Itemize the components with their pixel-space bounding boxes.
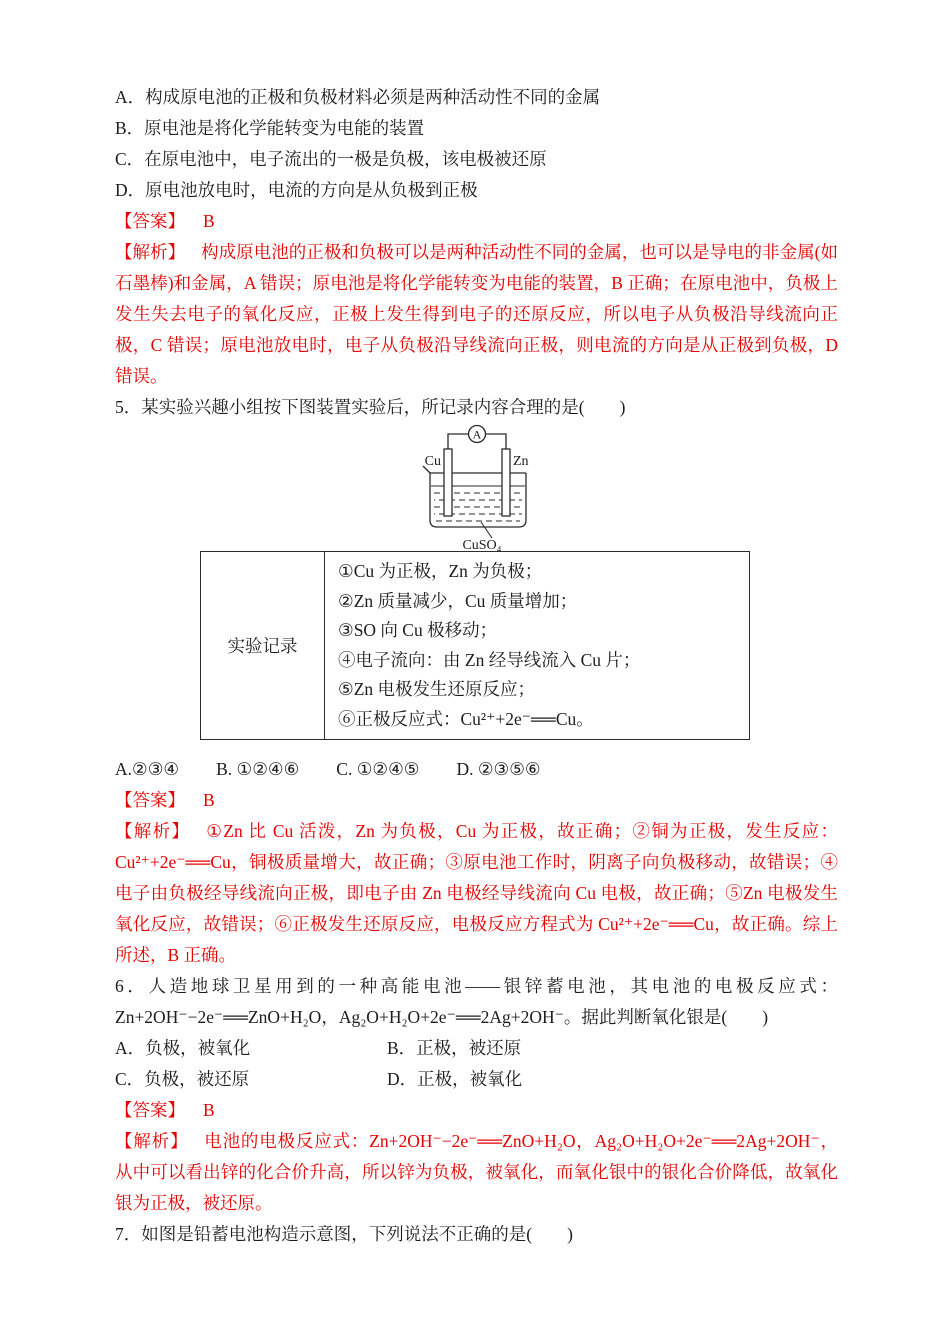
q6-options-grid — [115, 1033, 838, 1095]
question-6-block — [115, 971, 838, 1219]
record-item-1: ①Cu 为正极，Zn 为负极； — [338, 561, 543, 581]
q6-answer-row — [115, 1095, 838, 1126]
q5-option-c: C. ①②④⑤ — [336, 759, 420, 779]
record-table-content — [325, 552, 749, 739]
q6-option-c: C．负极，被还原 — [115, 1069, 250, 1089]
q5-option-d: D. ②③⑤⑥ — [456, 759, 541, 779]
q4-analysis-text: 构成原电池的正极和负极可以是两种活动性不同的金属，也可以是导电的非金属(如石墨棒)和金属，A 错误；原电池是将化学能转变为电能的装置，B 正确；在原电池中，负极上发生失去电子的氧化反应，正极上发生得到电子的还原反应，所以电子从负极沿导线流向正极，C 错误；原电池放电时，电子从负极沿导线流向正极，则电流的方向是从正极到负极，D 错误。 — [115, 242, 839, 386]
q4-option-a: A．构成原电池的正极和负极材料必须是两种活动性不同的金属 — [115, 87, 601, 107]
zn-electrode — [502, 449, 510, 516]
cu-electrode-label: Cu — [424, 454, 441, 469]
q7-stem: 7．如图是铅蓄电池构造示意图，下列说法不正确的是( ) — [115, 1224, 573, 1244]
electrodes — [444, 449, 510, 516]
record-table-row-label: 实验记录 — [201, 552, 325, 739]
q5-option-b: B. ①②④⑥ — [216, 759, 300, 779]
experiment-record-table — [200, 551, 750, 740]
record-item-5: ⑤Zn 电极发生还原反应； — [338, 679, 536, 699]
q5-options-row — [115, 754, 838, 785]
galvanic-cell-figure — [397, 423, 557, 551]
solution-pointer-line — [481, 522, 492, 538]
q6-answer-value: B — [203, 1100, 215, 1120]
q6-stem: 6．人造地球卫星用到的一种高能电池——银锌蓄电池，其电池的电极反应式：Zn+2OH⁻−2e⁻══ZnO+H₂O，Ag₂O+H₂O+2e⁻══2Ag+2OH⁻。据此判断氧化银是( ) — [115, 976, 838, 1027]
ammeter-label: A — [472, 427, 481, 442]
q5-answer-row — [115, 785, 838, 816]
q4-answer-label: 【答案】 — [115, 211, 185, 231]
q5-answer-label: 【答案】 — [115, 790, 185, 810]
q5-analysis-label: 【解析】 — [115, 821, 191, 841]
q4-answer-value: B — [203, 211, 215, 231]
cu-electrode — [444, 449, 452, 516]
q6-analysis-label: 【解析】 — [115, 1131, 189, 1151]
q4-analysis-label: 【解析】 — [115, 242, 186, 262]
record-item-3: ③SO 向 Cu 极移动； — [338, 620, 498, 640]
q4-analysis — [115, 237, 838, 392]
question-7-block — [115, 1219, 838, 1250]
solution-label: CuSO₄ — [461, 538, 502, 551]
q5-cell-diagram — [115, 423, 838, 551]
record-item-6: ⑥正极反应式：Cu²⁺+2e⁻══Cu。 — [338, 708, 594, 729]
q4-answer-row — [115, 206, 838, 237]
q6-analysis-text: 电池的电极反应式：Zn+2OH⁻−2e⁻══ZnO+H₂O，Ag₂O+H₂O+2e⁻══2Ag+2OH⁻，从中可以看出锌的化合价升高，所以锌为负极，被氧化，而氧化银中的银化合价降低，故氧化银为正极，被还原。 — [115, 1131, 838, 1213]
q4-option-b: B．原电池是将化学能转变为电能的装置 — [115, 118, 425, 138]
q4-option-c: C．在原电池中，电子流出的一极是负极，该电极被还原 — [115, 149, 547, 169]
q5-stem: 5．某实验兴趣小组按下图装置实验后，所记录内容合理的是( ) — [115, 397, 626, 417]
record-item-4: ④电子流向：由 Zn 经导线流入 Cu 片； — [338, 649, 641, 670]
zn-electrode-label: Zn — [512, 454, 529, 469]
q4-option-d: D．原电池放电时，电流的方向是从负极到正极 — [115, 180, 478, 200]
q6-option-b: B．正极，被还原 — [387, 1038, 522, 1058]
q6-option-d: D．正极，被氧化 — [387, 1069, 523, 1089]
record-item-2: ②Zn 质量减少，Cu 质量增加； — [338, 590, 578, 611]
q5-answer-value: B — [203, 790, 215, 810]
q6-option-a: A．负极，被氧化 — [115, 1038, 251, 1058]
question-4-block — [115, 82, 838, 392]
q5-analysis — [115, 816, 838, 971]
q5-analysis-text: ①Zn 比 Cu 活泼，Zn 为负极，Cu 为正极，故正确；②铜为正极，发生反应：Cu²⁺+2e⁻══Cu，铜极质量增大，故正确；③原电池工作时，阴离子向负极移动，故错误；④电子由负极经导线流向正极，即电子由 Zn 电极经导线流向 Cu 电极，故正确；⑤Zn 电极发生氧化反应，故错误；⑥正极发生还原反应，电极反应方程式为 Cu²⁺+2e⁻══Cu，故正确。综上所述，B 正确。 — [115, 821, 838, 965]
question-5-block — [115, 392, 838, 971]
q6-analysis — [115, 1126, 838, 1219]
q5-option-a: A.②③④ — [115, 759, 180, 779]
q6-answer-label: 【答案】 — [115, 1100, 185, 1120]
